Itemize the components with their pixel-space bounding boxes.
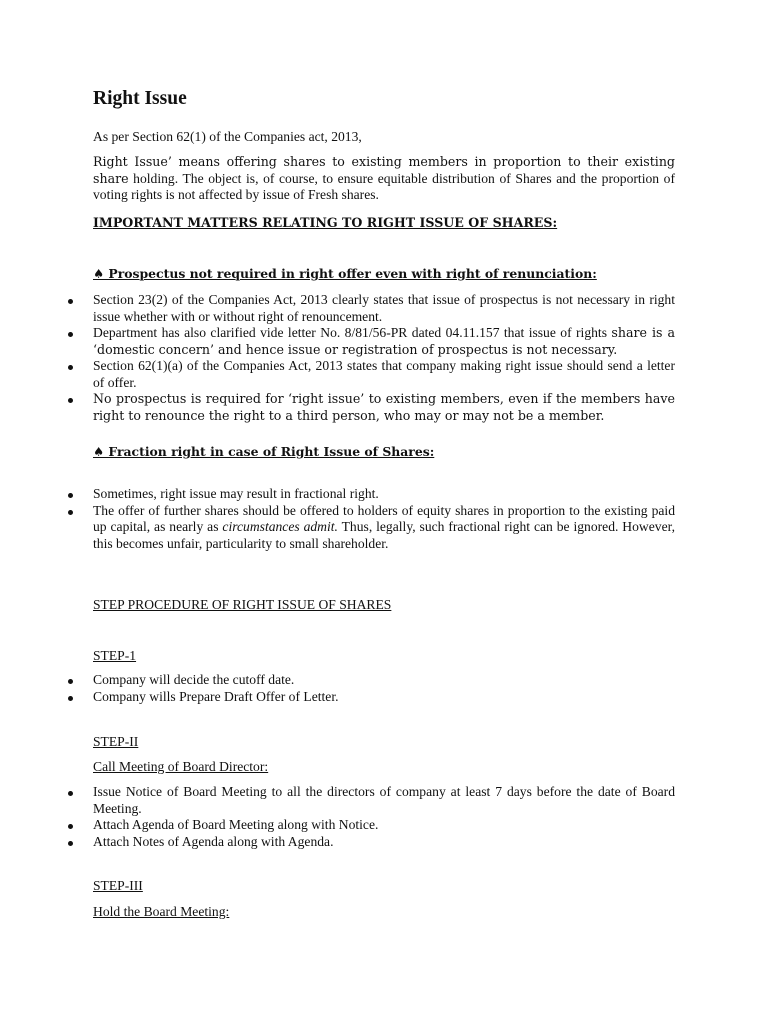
definition-lead: Right Issue’ means offering shares to existing members in proportion to their existing share	[93, 154, 675, 186]
step2-subheading: Call Meeting of Board Director:	[93, 759, 269, 774]
step1-list	[93, 672, 675, 705]
step3-label: STEP-III	[93, 878, 143, 893]
step1-label: STEP-1	[93, 648, 137, 663]
section2-list	[93, 486, 675, 552]
list-item: Section 23(2) of the Companies Act, 2013 clearly states that issue of prospectus is not necessary in right issue whether with or without right of renouncement.	[93, 292, 675, 324]
list-item: Company wills Prepare Draft Offer of Letter.	[93, 689, 675, 706]
definition-paragraph	[93, 154, 675, 204]
section1-list	[93, 292, 675, 424]
list-item: Company will decide the cutoff date.	[93, 672, 675, 689]
list-item: The offer of further shares should be offered to holders of equity shares in proportion to the existing paid up capital, as nearly as circumstances admit. Thus, legally, such fractional right can be ignored. However, this becomes unfair, particularity to small shareholder.	[93, 502, 675, 551]
definition-rest: holding. The object is, of course, to ensure equitable distribution of Shares and the proportion of voting rights is not affected by issue of Fresh shares.	[93, 170, 675, 202]
step2-label: STEP-II	[93, 734, 139, 749]
list-item: Sometimes, right issue may result in fractional right.	[93, 486, 675, 503]
section2-heading: ♠ Fraction right in case of Right Issue of Shares:	[93, 444, 435, 459]
list-item: Section 62(1)(a) of the Companies Act, 2013 states that company making right issue should send a letter of offer.	[93, 358, 675, 390]
step2-list	[93, 784, 675, 850]
list-item: No prospectus is required for ‘right issue’ to existing members, even if the members have right to renounce the right to a third person, who may or may not be a member.	[93, 391, 675, 423]
list-item: Attach Agenda of Board Meeting along with Notice.	[93, 817, 675, 834]
procedure-heading: STEP PROCEDURE OF RIGHT ISSUE OF SHARES	[93, 597, 392, 612]
page-title: Right Issue	[93, 88, 187, 109]
list-item: Department has also clarified vide letter No. 8/81/56-PR dated 04.11.157 that issue of rights share is a ‘domestic concern’ and hence issue or registration of prospectus is not necessary.	[93, 325, 675, 357]
step3-subheading: Hold the Board Meeting:	[93, 904, 230, 919]
intro-text: As per Section 62(1) of the Companies act, 2013,	[93, 129, 362, 144]
list-item: Issue Notice of Board Meeting to all the directors of company at least 7 days before the date of Board Meeting.	[93, 784, 675, 816]
list-item: Attach Notes of Agenda along with Agenda.	[93, 834, 675, 851]
important-heading: IMPORTANT MATTERS RELATING TO RIGHT ISSUE OF SHARES:	[93, 215, 558, 230]
section1-heading: ♠ Prospectus not required in right offer even with right of renunciation:	[93, 266, 597, 281]
